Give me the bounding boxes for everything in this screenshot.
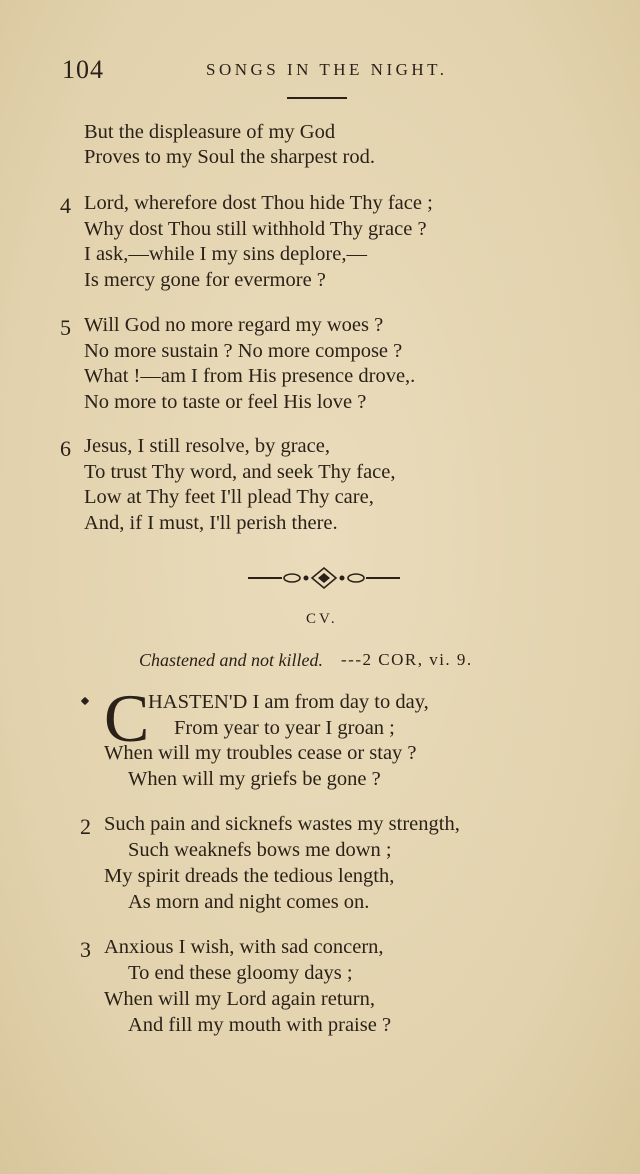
ornament-divider (248, 566, 400, 590)
verse-line: What !—am I from His presence drove,. (84, 365, 416, 387)
verse-line: When will my troubles cease or stay ? (104, 742, 417, 764)
verse-line: Lord, wherefore dost Thou hide Thy face ; (84, 192, 433, 214)
scripture-reference: ---2 COR, vi. 9. (341, 650, 473, 669)
verse-line: Proves to my Soul the sharpest rod. (84, 146, 375, 168)
verse-line: Such weaknefs bows me down ; (128, 839, 392, 861)
verse-line: Is mercy gone for evermore ? (84, 269, 326, 291)
verse-line: Why dost Thou still withhold Thy grace ? (84, 218, 427, 240)
verse-line: HASTEN'D I am from day to day, (148, 691, 429, 713)
verse-line: Low at Thy feet I'll plead Thy care, (84, 486, 374, 508)
verse-line: Anxious I wish, with sad concern, (104, 936, 384, 958)
verse-line: And, if I must, I'll perish there. (84, 512, 338, 534)
verse-marker (81, 697, 89, 705)
verse-line: To trust Thy word, and seek Thy face, (84, 461, 396, 483)
verse-line: Such pain and sicknefs wastes my strength, (104, 813, 460, 835)
verse-number: 2 (80, 814, 91, 839)
verse-line: When will my griefs be gone ? (128, 768, 381, 790)
verse-number: 3 (80, 937, 91, 962)
verse-line: My spirit dreads the tedious length, (104, 865, 395, 887)
verse-line: No more sustain ? No more compose ? (84, 340, 403, 362)
verse-line: Jesus, I still resolve, by grace, (84, 435, 330, 457)
verse-line: And fill my mouth with praise ? (128, 1014, 392, 1036)
verse-line: I ask,—while I my sins deplore,— (84, 243, 367, 265)
verse-line: When will my Lord again return, (104, 988, 375, 1010)
verse-line: As morn and night comes on. (128, 891, 370, 913)
running-title: SONGS IN THE NIGHT. (206, 60, 448, 79)
page-number: 104 (62, 55, 104, 84)
verse-number: 4 (60, 193, 71, 218)
verse-number: 6 (60, 436, 71, 461)
verse-line: Will God no more regard my woes ? (84, 314, 384, 336)
hymn-subtitle: Chastened and not killed. (139, 650, 323, 670)
drop-cap: C (104, 680, 150, 756)
hymn-number: CV. (306, 611, 338, 627)
verse-line: But the displeasure of my God (84, 121, 336, 143)
verse-line: To end these gloomy days ; (128, 962, 353, 984)
verse-line: No more to taste or feel His love ? (84, 391, 367, 413)
header-rule (287, 97, 347, 99)
verse-number: 5 (60, 315, 71, 340)
verse-line: From year to year I groan ; (174, 717, 395, 739)
